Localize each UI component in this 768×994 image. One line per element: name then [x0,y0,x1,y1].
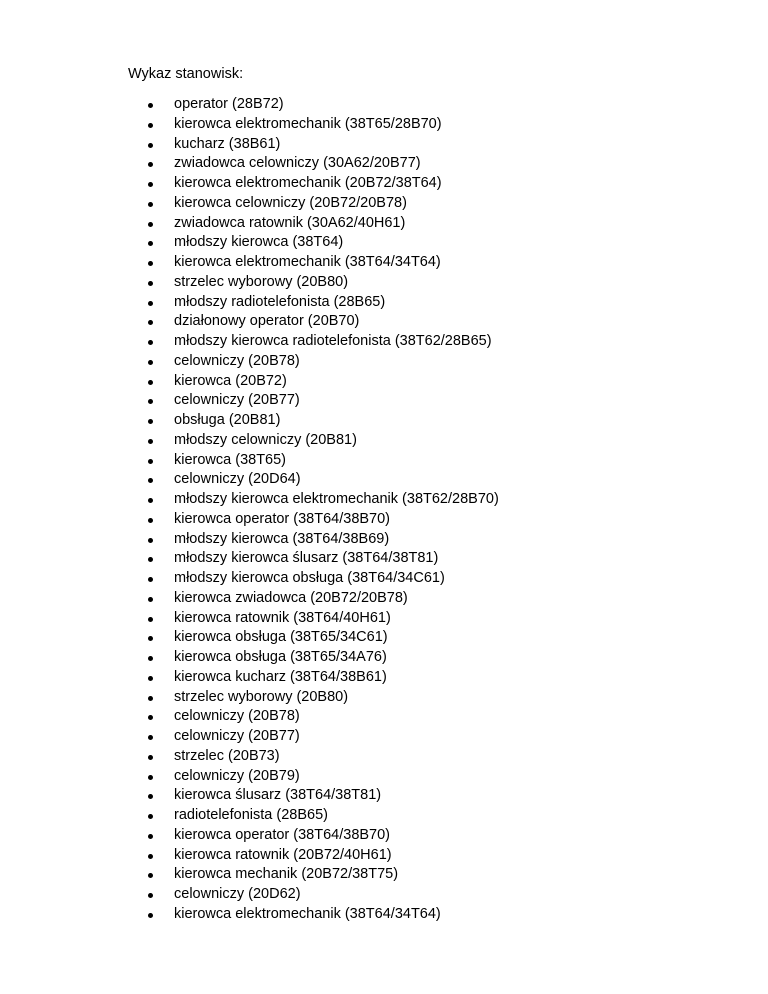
list-item-text: kierowca (20B72) [174,372,287,389]
bullet-icon [148,577,153,582]
bullet-icon [148,439,153,444]
list-item-text: celowniczy (20B78) [174,352,300,369]
bullet-icon [148,202,153,207]
list-item-text: radiotelefonista (28B65) [174,807,328,823]
list-item-text: kierowca elektromechanik (38T64/34T64) [174,905,441,922]
bullet-icon [148,854,153,859]
bullet-icon [148,834,153,839]
bullet-icon [148,478,153,483]
bullet-icon [148,913,153,918]
list-item-text: kierowca ratownik (20B72/40H61) [174,846,392,863]
bullet-icon [148,360,153,365]
bullet-icon [148,419,153,424]
bullet-icon [148,656,153,661]
list-item-text: młodszy kierowca (38T64) [174,234,344,251]
list-item-text: kierowca mechanik (20B72/38T75) [174,866,399,883]
list-item-text: celowniczy (20D64) [174,471,301,488]
bullet-icon [148,103,153,108]
bullet-icon [148,755,153,760]
bullet-icon [148,123,153,128]
list-item-text: strzelec wyborowy (20B80) [174,273,349,290]
bullet-icon [148,538,153,543]
list-item-text: celowniczy (20B79) [174,767,300,784]
list-item-text: kierowca celowniczy (20B72/20B78) [174,194,407,211]
list-item-text: celowniczy (20D62) [174,886,301,902]
list-item-text: obsługa (20B81) [174,412,281,428]
bullet-icon [148,794,153,799]
list-heading: Wykaz stanowisk: [128,66,244,82]
list-item-text: strzelec wyborowy (20B80) [174,688,349,705]
bullet-icon [148,775,153,780]
list-item-text: młodszy celowniczy (20B81) [174,431,357,448]
list-item-text: młodszy kierowca (38T64/38B69) [174,530,390,547]
list-item-text: celowniczy (20B77) [174,728,300,744]
list-item-text: kierowca elektromechanik (38T64/34T64) [174,254,441,270]
bullet-icon [148,557,153,562]
bullet-icon [148,320,153,325]
list-item-text: kierowca operator (38T64/38B70) [174,826,391,843]
bullet-icon [148,399,153,404]
bullet-icon [148,143,153,148]
list-item-text: młodszy kierowca obsługa (38T64/34C61) [174,570,445,586]
bullet-icon [148,518,153,523]
list-item-text: młodszy kierowca elektromechanik (38T62/28B70) [174,491,499,507]
list-item-text: kierowca operator (38T64/38B70) [174,510,391,527]
bullet-icon [148,459,153,464]
bullet-icon [148,340,153,345]
list-item-text: działonowy operator (20B70) [174,313,360,330]
bullet-icon [148,676,153,681]
list-item-text: zwiadowca celowniczy (30A62/20B77) [174,155,421,172]
list-item-text: strzelec (20B73) [174,747,280,764]
bullet-icon [148,696,153,701]
list-item-text: młodszy radiotelefonista (28B65) [174,293,386,310]
list-item-text: zwiadowca ratownik (30A62/40H61) [174,214,406,231]
list-item-text: kierowca ratownik (38T64/40H61) [174,609,391,626]
list-item-text: celowniczy (20B78) [174,708,300,725]
bullet-icon [148,735,153,740]
bullet-icon [148,893,153,898]
bullet-icon [148,597,153,602]
list-item-text: kierowca elektromechanik (38T65/28B70) [174,115,442,132]
list-item-text: młodszy kierowca ślusarz (38T64/38T81) [174,550,439,567]
bullet-icon [148,617,153,622]
list-item-text: kierowca obsługa (38T65/34C61) [174,629,388,646]
list-item-text: kierowca (38T65) [174,451,287,468]
bullet-icon [148,814,153,819]
list-item-text: kierowca kucharz (38T64/38B61) [174,668,387,685]
bullet-icon [148,715,153,720]
list-item-text: młodszy kierowca radiotelefonista (38T62/28B65) [174,333,492,349]
list-item-text: kierowca ślusarz (38T64/38T81) [174,787,382,804]
bullet-icon [148,261,153,266]
bullet-icon [148,182,153,187]
list-item-text: kierowca obsługa (38T65/34A76) [174,649,387,665]
bullet-icon [148,636,153,641]
bullet-icon [148,162,153,167]
list-item-text: kierowca zwiadowca (20B72/20B78) [174,589,408,606]
bullet-icon [148,241,153,246]
bullet-icon [148,222,153,227]
list-item-text: kierowca elektromechanik (20B72/38T64) [174,175,442,191]
list-item-text: operator (28B72) [174,96,284,112]
list-item-text: celowniczy (20B77) [174,392,300,409]
list-item-text: kucharz (38B61) [174,135,281,152]
bullet-icon [148,281,153,286]
bullet-icon [148,380,153,385]
bullet-icon [148,301,153,306]
bullet-icon [148,873,153,878]
bullet-icon [148,498,153,503]
